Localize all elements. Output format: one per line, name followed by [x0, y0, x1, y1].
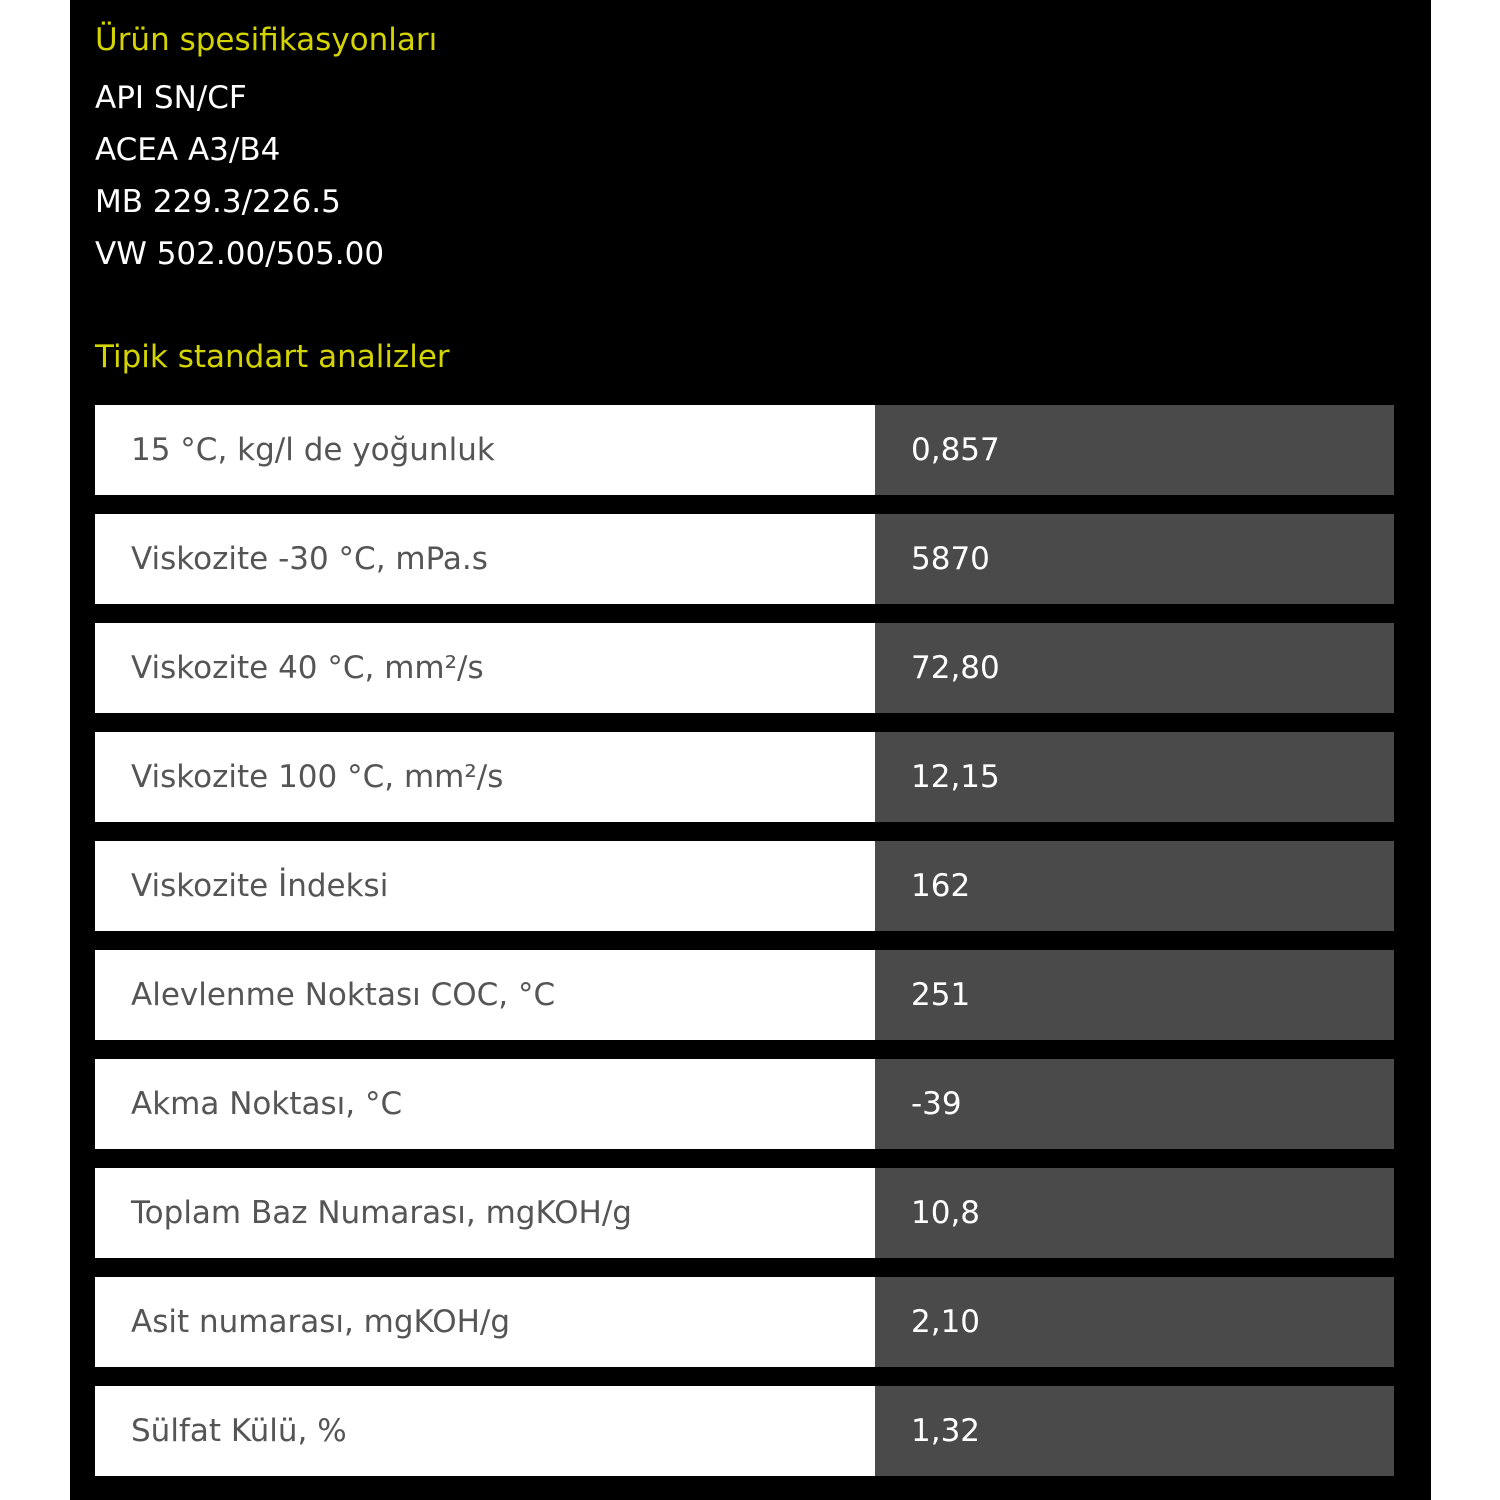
- table-row: [95, 1059, 1394, 1149]
- row-value: 12,15: [875, 732, 1394, 822]
- row-label: Asit numarası, mgKOH/g: [95, 1277, 875, 1367]
- row-label: Viskozite -30 °C, mPa.s: [95, 514, 875, 604]
- row-value: 1,32: [875, 1386, 1394, 1476]
- row-value: 0,857: [875, 405, 1394, 495]
- table-row: [95, 950, 1394, 1040]
- row-label: Viskozite İndeksi: [95, 841, 875, 931]
- table-row: [95, 514, 1394, 604]
- table-row: [95, 1277, 1394, 1367]
- table-row: [95, 1386, 1394, 1476]
- table-row: [95, 623, 1394, 713]
- row-label: Alevlenme Noktası COC, °C: [95, 950, 875, 1040]
- table-row: [95, 1168, 1394, 1258]
- row-value: 72,80: [875, 623, 1394, 713]
- spec-item: VW 502.00/505.00: [95, 236, 385, 272]
- row-label: Viskozite 100 °C, mm²/s: [95, 732, 875, 822]
- row-label: 15 °C, kg/l de yoğunluk: [95, 405, 875, 495]
- spec-list: [95, 72, 384, 280]
- row-value: -39: [875, 1059, 1394, 1149]
- table-row: [95, 841, 1394, 931]
- spec-panel: [70, 0, 1431, 1500]
- spec-item: MB 229.3/226.5: [95, 184, 341, 220]
- row-value: 2,10: [875, 1277, 1394, 1367]
- row-label: Toplam Baz Numarası, mgKOH/g: [95, 1168, 875, 1258]
- row-label: Akma Noktası, °C: [95, 1059, 875, 1149]
- row-value: 162: [875, 841, 1394, 931]
- row-value: 251: [875, 950, 1394, 1040]
- row-value: 10,8: [875, 1168, 1394, 1258]
- table-row: [95, 405, 1394, 495]
- spec-heading: Ürün spesifikasyonları: [95, 22, 438, 58]
- spec-item: ACEA A3/B4: [95, 132, 281, 168]
- table-row: [95, 732, 1394, 822]
- analysis-table: [95, 405, 1394, 1495]
- row-value: 5870: [875, 514, 1394, 604]
- spec-item: API SN/CF: [95, 80, 247, 116]
- analysis-heading: Tipik standart analizler: [95, 339, 450, 375]
- row-label: Sülfat Külü, %: [95, 1386, 875, 1476]
- row-label: Viskozite 40 °C, mm²/s: [95, 623, 875, 713]
